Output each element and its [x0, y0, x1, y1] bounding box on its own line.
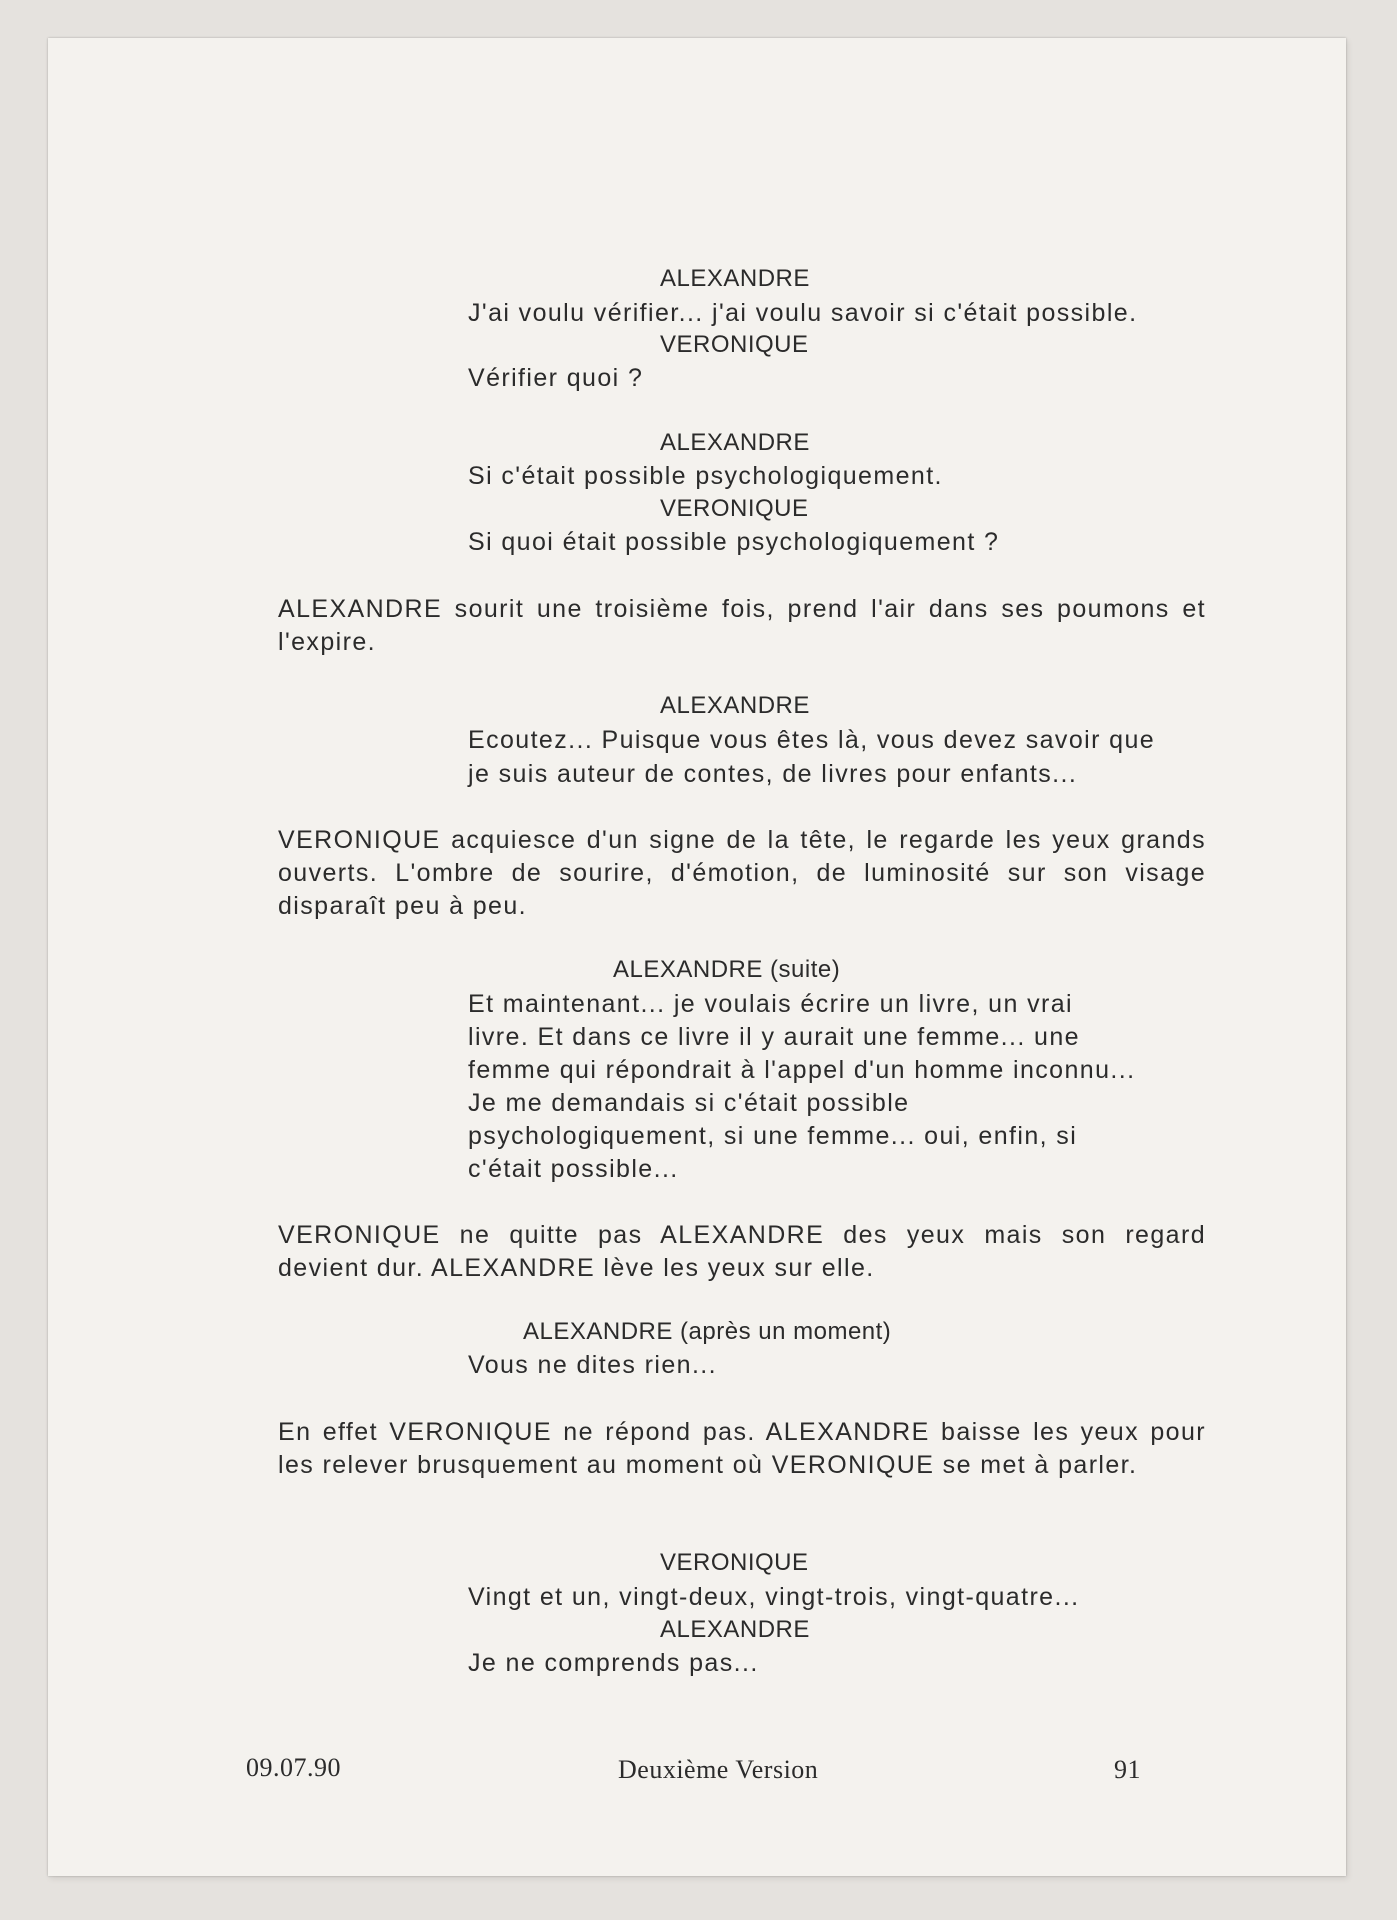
dialogue-line: Je me demandais si c'était possible	[468, 1089, 910, 1117]
action-paragraph: ALEXANDRE sourit une troisième fois, prend l'air dans ses poumons et l'expire.	[278, 595, 1206, 656]
dialogue-line: Si c'était possible psychologiquement.	[468, 462, 943, 490]
dialogue-line: je suis auteur de contes, de livres pour enfants...	[468, 760, 1078, 788]
character-cue: ALEXANDRE (suite)	[613, 956, 841, 983]
action-paragraph: En effet VERONIQUE ne répond pas. ALEXANDRE baisse les yeux pour les relever brusquement au moment où VERONIQUE se met à parler.	[278, 1418, 1206, 1479]
character-cue: VERONIQUE	[660, 331, 809, 358]
dialogue-line: Je ne comprends pas...	[468, 1649, 759, 1677]
character-cue: ALEXANDRE	[660, 1616, 810, 1643]
character-cue: ALEXANDRE	[660, 692, 810, 719]
action-paragraph: VERONIQUE ne quitte pas ALEXANDRE des yeux mais son regard devient dur. ALEXANDRE lève les yeux sur elle.	[278, 1221, 1206, 1282]
footer-version: Deuxième Version	[618, 1755, 819, 1784]
dialogue-line: psychologiquement, si une femme... oui, enfin, si	[468, 1122, 1078, 1150]
action-paragraph: VERONIQUE acquiesce d'un signe de la tête, le regarde les yeux grands ouverts. L'ombre de sourire, d'émotion, de luminosité sur son visage disparaît peu à peu.	[278, 826, 1206, 920]
dialogue-line: Et maintenant... je voulais écrire un livre, un vrai	[468, 990, 1073, 1018]
dialogue-line: Si quoi était possible psychologiquement ?	[468, 528, 1000, 556]
dialogue-line: c'était possible...	[468, 1155, 679, 1183]
dialogue-line: femme qui répondrait à l'appel d'un homme inconnu...	[468, 1056, 1136, 1084]
character-cue: ALEXANDRE	[660, 265, 810, 292]
script-page	[48, 38, 1346, 1876]
character-cue: VERONIQUE	[660, 1549, 809, 1576]
character-cue: ALEXANDRE (après un moment)	[523, 1318, 892, 1345]
dialogue-line: livre. Et dans ce livre il y aurait une femme... une	[468, 1023, 1080, 1051]
character-cue: ALEXANDRE	[660, 429, 810, 456]
dialogue-line: J'ai voulu vérifier... j'ai voulu savoir si c'était possible.	[468, 299, 1138, 327]
dialogue-line: Vérifier quoi ?	[468, 364, 644, 392]
page-number: 91	[1114, 1755, 1141, 1784]
footer-date: 09.07.90	[246, 1753, 341, 1782]
character-cue: VERONIQUE	[660, 495, 809, 522]
dialogue-line: Vous ne dites rien...	[468, 1351, 717, 1379]
dialogue-line: Ecoutez... Puisque vous êtes là, vous devez savoir que	[468, 726, 1156, 754]
dialogue-line: Vingt et un, vingt-deux, vingt-trois, vingt-quatre...	[468, 1583, 1080, 1611]
